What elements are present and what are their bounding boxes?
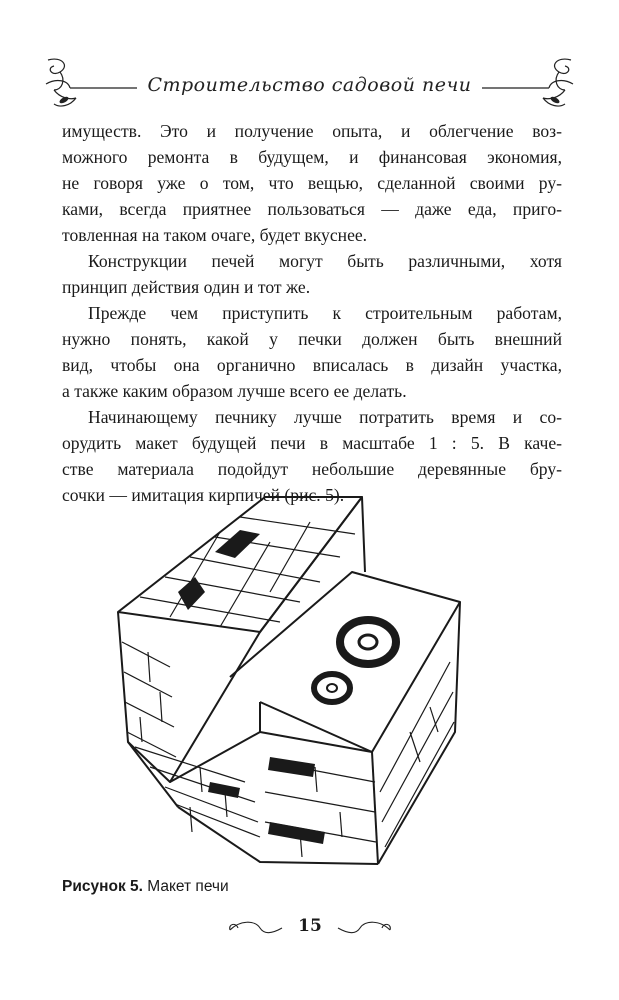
text-line: орудить макет будущей печи в масштабе 1 : 5. В каче- bbox=[62, 433, 562, 453]
body-text bbox=[62, 118, 562, 508]
paragraph bbox=[62, 300, 562, 404]
figure-caption-label: Рисунок 5. bbox=[62, 878, 143, 895]
page-footer bbox=[210, 910, 410, 946]
stove-model-drawing bbox=[110, 492, 470, 872]
paragraph bbox=[62, 118, 562, 248]
figure-caption-text: Макет печи bbox=[147, 878, 229, 895]
text-line: не говоря уже о том, что вещью, сделанной своими ру- bbox=[62, 173, 562, 193]
text-line: товленная на таком очаге, будет вкуснее. bbox=[62, 225, 368, 245]
text-line: вид, чтобы она органично вписалась в дизайн участка, bbox=[62, 355, 562, 375]
text-line: имуществ. Это и получение опыта, и облегчение воз- bbox=[62, 121, 562, 141]
text-line: можного ремонта в будущем, и финансовая экономия, bbox=[62, 147, 562, 167]
page-number: 15 bbox=[298, 916, 322, 936]
text-line: Конструкции печей могут быть различными, хотя bbox=[88, 251, 562, 271]
text-line: Прежде чем приступить к строительным работам, bbox=[88, 303, 562, 323]
header-title: Строительство садовой печи bbox=[40, 74, 579, 96]
text-line: Начинающему печнику лучше потратить время и со- bbox=[88, 407, 562, 427]
text-line: нужно понять, какой у печки должен быть внешний bbox=[62, 329, 562, 349]
figure-caption bbox=[62, 878, 229, 896]
stove-model-figure bbox=[110, 492, 470, 872]
paragraph bbox=[62, 248, 562, 300]
text-line: ками, всегда приятнее пользоваться — даже еда, приго- bbox=[62, 199, 562, 219]
text-line: сочки — имитация кирпичей (рис. 5). bbox=[62, 485, 345, 505]
text-line: стве материала подойдут небольшие деревянные бру- bbox=[62, 459, 562, 479]
text-line: а также каким образом лучше всего ее делать. bbox=[62, 381, 407, 401]
text-line: принцип действия один и тот же. bbox=[62, 277, 311, 297]
running-header bbox=[40, 50, 579, 120]
